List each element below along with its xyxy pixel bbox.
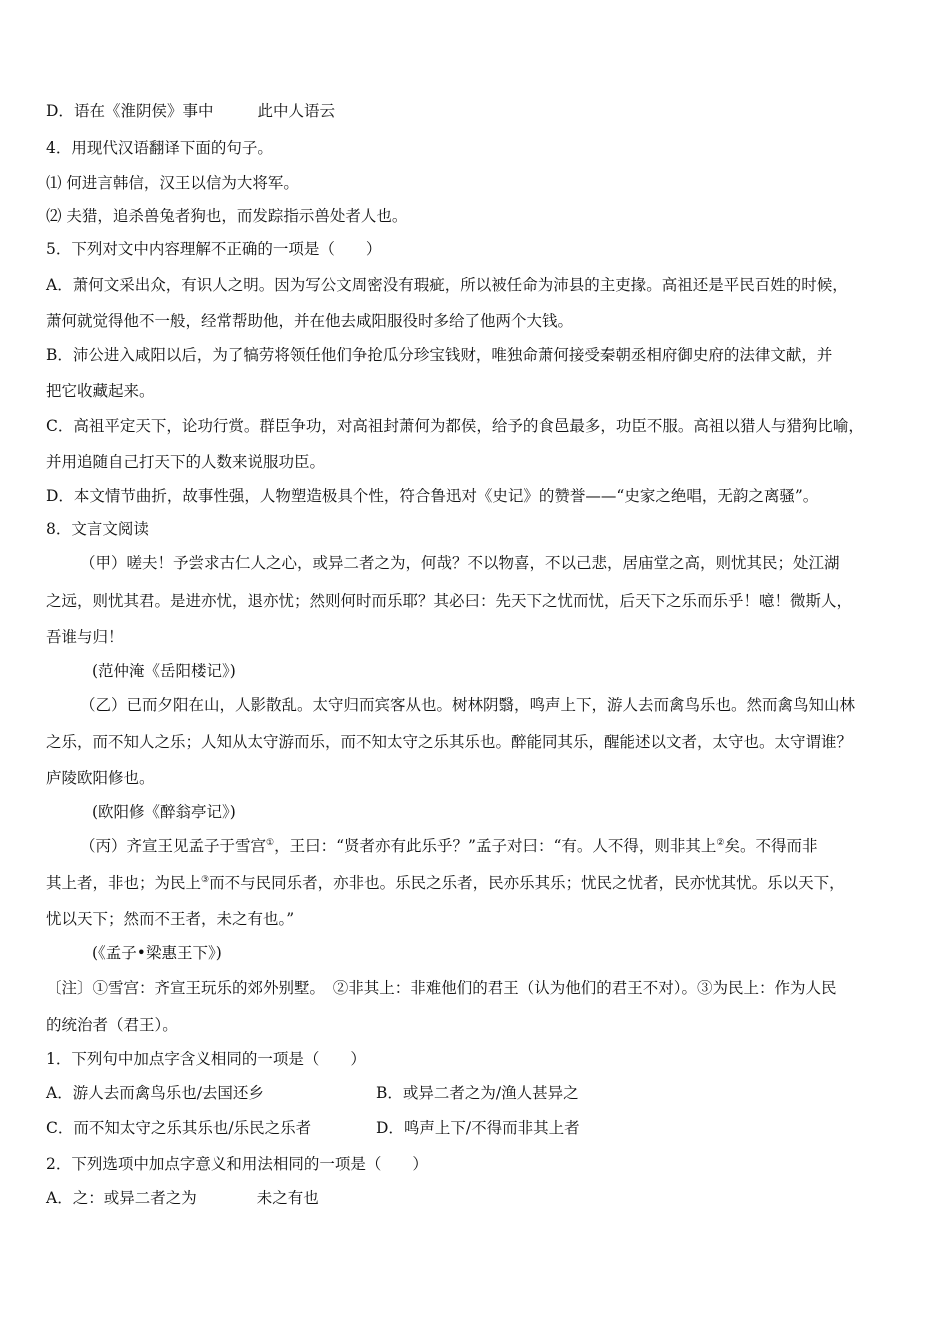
passage-jia-line2: 之远，则忧其君。是进亦忧，退亦忧；然则何时而乐耶？其必曰：先天下之忧而忧，后天下之乐而乐乎！噫！微斯人，	[46, 592, 853, 610]
q5-option-b-line2: 把它收藏起来。	[46, 382, 155, 400]
q4-sentence-2: ⑵ 夫猎，追杀兽兔者狗也，而发踪指示兽处者人也。	[46, 207, 408, 225]
passage-bing-source: (《孟子•梁惠王下》)	[92, 944, 222, 962]
passage-bing-line3: 忧以天下；然而不王者，未之有也。”	[46, 910, 295, 928]
passage-yi-line2: 之乐，而不知人之乐；人知从太守游而乐，而不知太守之乐其乐也。醉能同其乐，醒能述以文者，太守也。太守谓谁？	[46, 733, 853, 751]
footnote-ref-2: ②	[716, 837, 725, 848]
q5-option-b-line1: B．沛公进入咸阳以后，为了犒劳将领任他们争抢瓜分珍宝钱财，唯独命萧何接受秦朝丞相府御史府的法律文献，并	[46, 346, 833, 364]
q5-option-d: D．本文情节曲折，故事性强，人物塑造极具个性，符合鲁迅对《史记》的赞誉——“史家之绝唱，无韵之离骚”。	[46, 487, 819, 505]
q5-prompt: 5．下列对文中内容理解不正确的一项是（ ）	[46, 240, 382, 258]
sub1-option-a: A．游人去而禽鸟乐也/去国还乡	[46, 1084, 264, 1102]
q3-d-left: 语在《淮阴侯》事中	[73, 102, 214, 120]
bing-line2-part-a: 其上者，非也；为民上	[46, 874, 202, 892]
q5-option-a-line2: 萧何就觉得他不一般，经常帮助他，并在他去咸阳服役时多给了他两个大钱。	[46, 312, 574, 330]
sub1-option-c: C．而不知太守之乐其乐也/乐民之乐者	[46, 1119, 312, 1137]
passage-yi-source: (欧阳修《醉翁亭记》)	[92, 803, 236, 821]
passage-bing-line1	[80, 835, 817, 857]
q4-prompt: 4．用现代汉语翻译下面的句子。	[46, 139, 273, 157]
notes-line1: 〔注〕①雪宫：齐宣王玩乐的郊外别墅。 ②非其上：非难他们的君王（认为他们的君王不对）。③为民上：作为人民	[46, 979, 837, 997]
q3-option-d	[46, 100, 335, 122]
bing-line2-part-b: 而不与民同乐者，亦非也。乐民之乐者，民亦乐其乐；忧民之忧者，民亦忧其忧。乐以天下，	[209, 874, 845, 892]
footnote-ref-1: ①	[266, 837, 275, 848]
q5-option-c-line2: 并用追随自己打天下的人数来说服功臣。	[46, 453, 326, 471]
sub1-row-ab	[46, 1082, 579, 1104]
sub2-prompt: 2．下列选项中加点字意义和用法相同的一项是（ ）	[46, 1155, 428, 1173]
bing-line1-part-c: 矣。不得而非	[724, 837, 818, 855]
passage-yi-line3: 庐陵欧阳修也。	[46, 769, 155, 787]
q5-option-a-line1: A．萧何文采出众，有识人之明。因为写公文周密没有瑕疵，所以被任命为沛县的主吏掾。高祖还是平民百姓的时候，	[46, 276, 848, 294]
bing-line1-part-b: ，王曰：“贤者亦有此乐乎？”孟子对曰：“有。人不得，则非其上	[274, 837, 717, 855]
passage-jia-line3: 吾谁与归！	[46, 628, 124, 646]
sub1-row-cd	[46, 1117, 580, 1139]
q8-heading: 8．文言文阅读	[46, 520, 149, 538]
q4-sentence-1: ⑴ 何进言韩信，汉王以信为大将军。	[46, 174, 299, 192]
sub2-a-left: A．之：或异二者之为	[46, 1189, 197, 1207]
sub2-option-a	[46, 1187, 319, 1209]
sub1-option-d: D．鸣声上下/不得而非其上者	[376, 1119, 580, 1137]
passage-bing-line2	[46, 872, 845, 894]
passage-jia-source: (范仲淹《岳阳楼记》)	[92, 662, 236, 680]
footnote-ref-3: ③	[201, 874, 210, 885]
q3-d-right: 此中人语云	[257, 102, 335, 120]
q3-d-label: D．	[46, 102, 74, 120]
sub1-prompt: 1．下列句中加点字含义相同的一项是（ ）	[46, 1050, 366, 1068]
sub2-a-right: 未之有也	[256, 1189, 319, 1207]
passage-jia-line1: （甲）嗟夫！予尝求古仁人之心，或异二者之为，何哉？不以物喜，不以己悲，居庙堂之高，则忧其民；处江湖	[80, 554, 840, 572]
notes-line2: 的统治者（君王）。	[46, 1016, 178, 1034]
q5-option-c-line1: C．高祖平定天下，论功行赏。群臣争功，对高祖封萧何为都侯，给予的食邑最多，功臣不服。高祖以猎人与猎狗比喻，	[46, 417, 864, 435]
bing-line1-part-a: （丙）齐宣王见孟子于雪宫	[80, 837, 267, 855]
passage-yi-line1: （乙）已而夕阳在山，人影散乱。太守归而宾客从也。树林阴翳，鸣声上下，游人去而禽鸟乐也。然而禽鸟知山林	[80, 696, 856, 714]
sub1-option-b: B．或异二者之为/渔人甚异之	[376, 1084, 579, 1102]
